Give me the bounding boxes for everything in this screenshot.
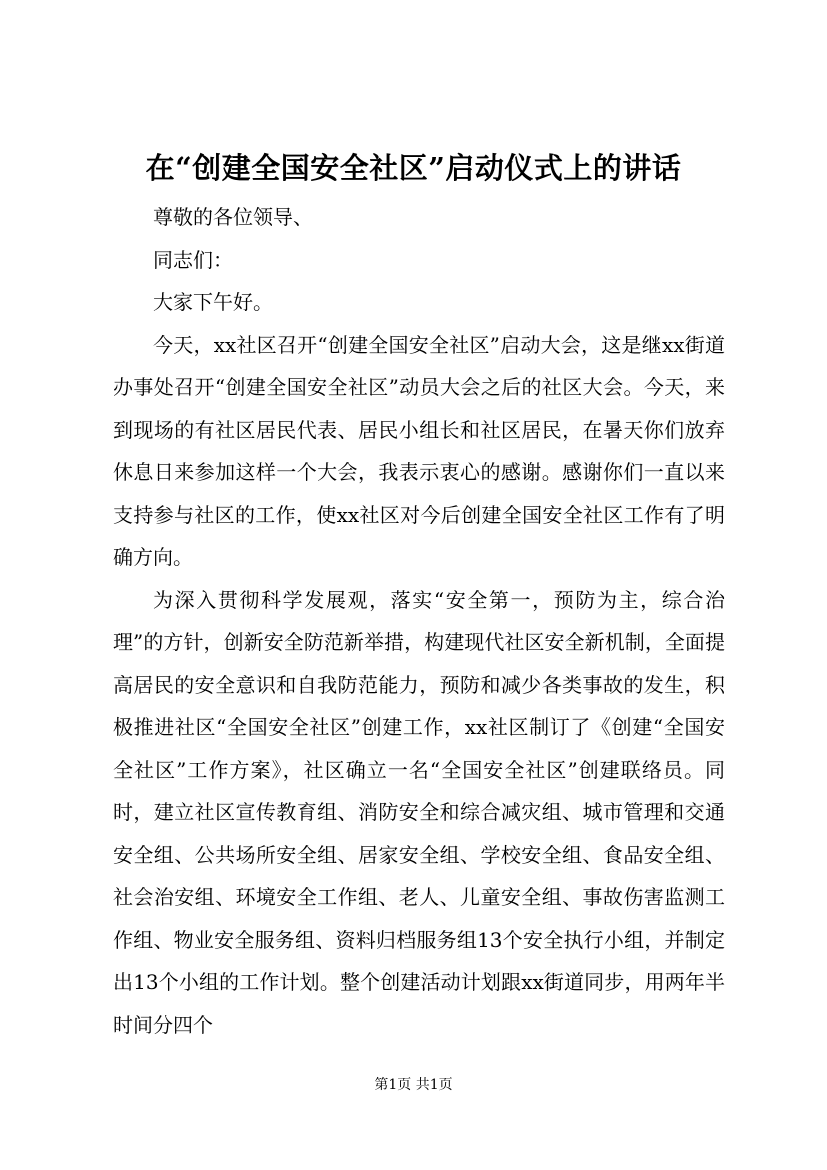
document-body [113, 196, 725, 1046]
document-title: 在“创建全国安全社区”启动仪式上的讲话 [145, 151, 682, 185]
greeting-line: 大家下午好。 [153, 290, 273, 314]
greeting-line: 同志们： [153, 247, 233, 272]
body-paragraph: 今天，xx社区召开“创建全国安全社区”启动大会，这是继xx街道办事处召开“创建全国安全社区”动员大会之后的社区大会。今天，来到现场的有社区居民代表、居民小组长和社区居民，在暑天你们放弃休息日来参加这样一个大会，我表示衷心的感谢。感谢你们一直以来支持参与社区的工作，使xx社区对今后创建全国安全社区工作有了明确方向。 [113, 332, 725, 569]
page-number-footer: 第1页 共1页 [374, 1077, 453, 1093]
greeting-line: 尊敬的各位领导、 [153, 205, 313, 229]
body-paragraph: 为深入贯彻科学发展观，落实“安全第一，预防为主，综合治理”的方针，创新安全防范新举措，构建现代社区安全新机制，全面提高居民的安全意识和自我防范能力，预防和减少各类事故的发生，积极推进社区“全国安全社区”创建工作，xx社区制订了《创建“全国安全社区”工作方案》，社区确立一名“全国安全社区”创建联络员。同时，建立社区宣传教育组、消防安全和综合减灾组、城市管理和交通安全组、公共场所安全组、居家安全组、学校安全组、食品安全组、社会治安组、环境安全工作组、老人、儿童安全组、事故伤害监测工作组、物业安全服务组、资料归档服务组13个安全执行小组，并制定出13个小组的工作计划。整个创建活动计划跟xx街道同步，用两年半时间分四个 [113, 587, 725, 1037]
